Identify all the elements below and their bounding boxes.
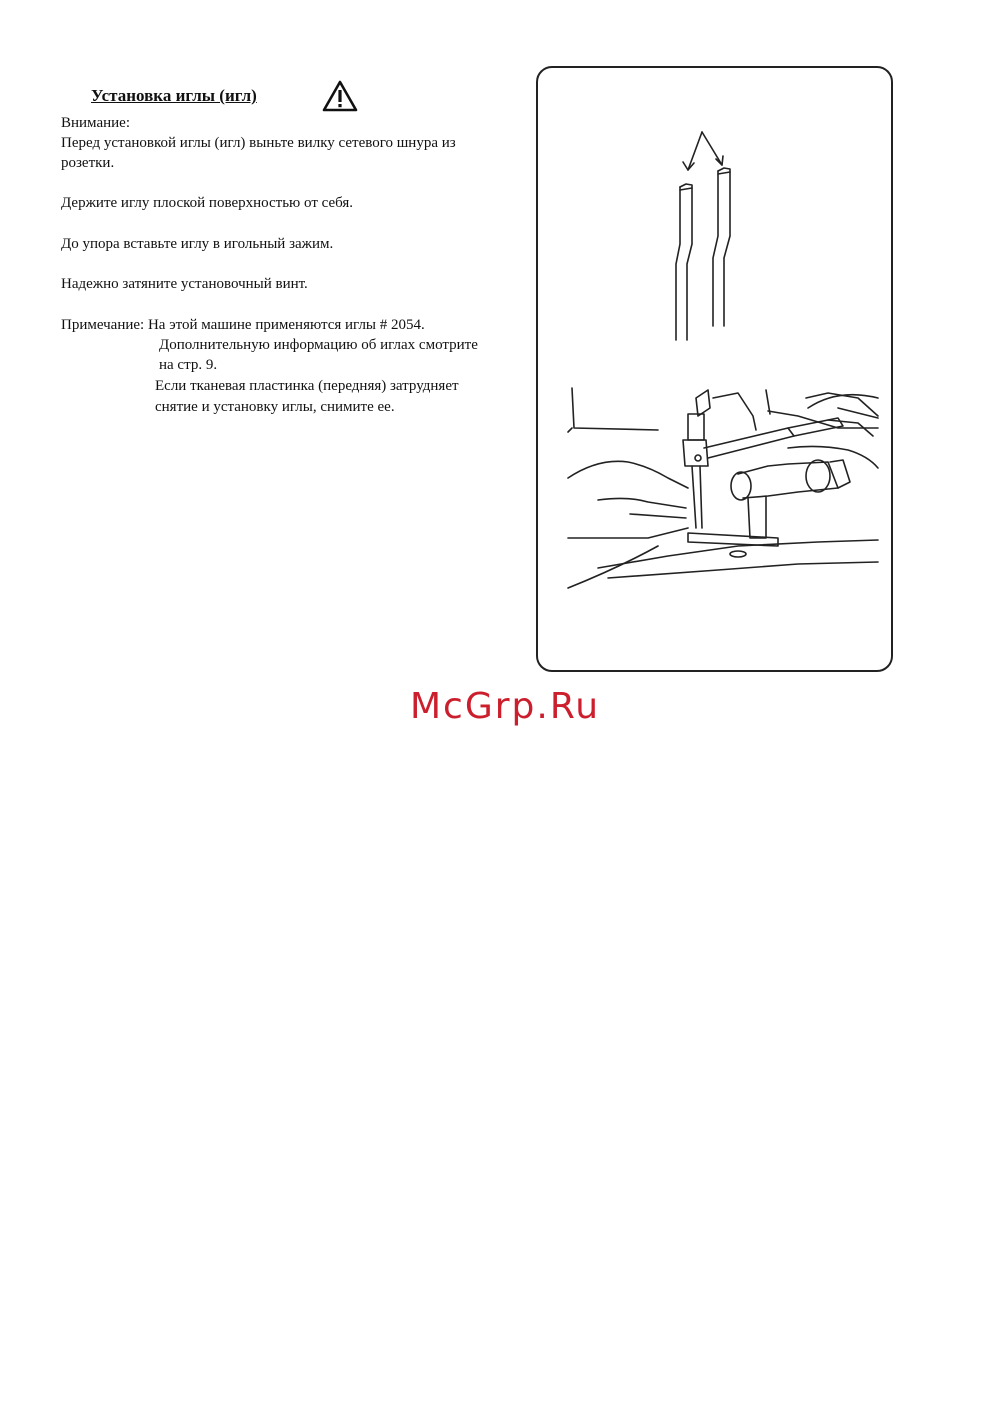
caution-text-line1: Перед установкой иглы (игл) выньте вилку сетевого шнура из (61, 135, 456, 151)
note-line1: Примечание: На этой машине применяются иглы # 2054. (61, 317, 425, 333)
arrow-lines (683, 132, 723, 170)
note-line5: снятие и установку иглы, снимите ее. (155, 399, 395, 415)
note-line2: Дополнительную информацию об иглах смотрите (159, 337, 478, 353)
caution-label: Внимание: (61, 115, 130, 131)
note-line3: на стр. 9. (159, 357, 218, 373)
needle-left (676, 184, 692, 340)
step-hold-needle: Держите иглу плоской поверхностью от себя. (61, 195, 354, 211)
step-insert-needle: До упора вставьте иглу в игольный зажим. (61, 236, 334, 252)
step-tighten-screw: Надежно затяните установочный винт. (61, 276, 308, 292)
watermark: McGrp.Ru (409, 686, 601, 727)
machine-sketch (568, 388, 878, 588)
section-title: Установка иглы (игл) (91, 86, 257, 105)
needle-installation-illustration (538, 68, 895, 674)
needle-right (713, 168, 730, 326)
warning-triangle-icon (322, 80, 358, 112)
note-line4: Если тканевая пластинка (передняя) затрудняет (155, 378, 459, 394)
illustration-frame (536, 66, 893, 672)
caution-text-line2: розетки. (61, 155, 115, 171)
